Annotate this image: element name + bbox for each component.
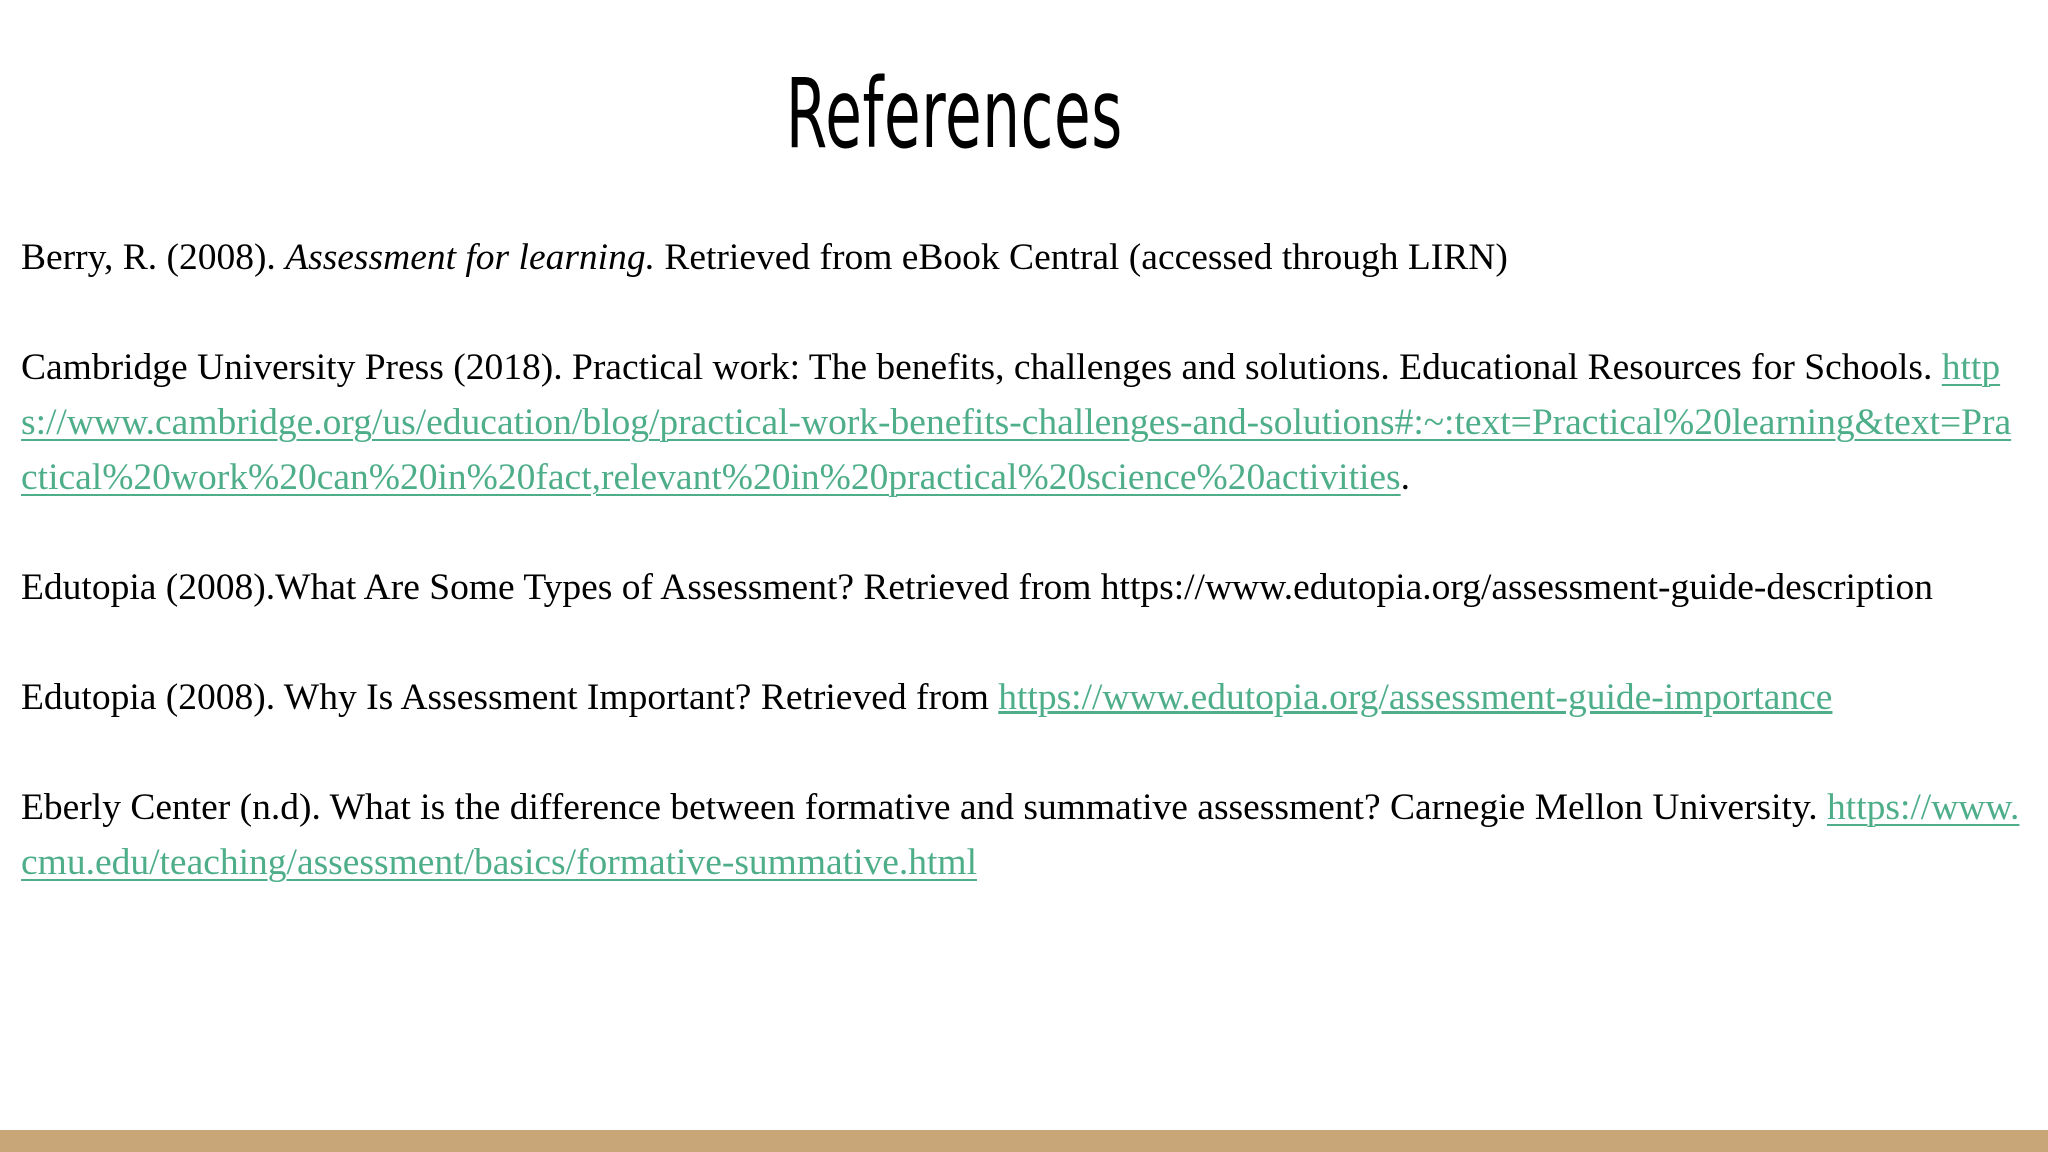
reference-text: Edutopia (2008). Why Is Assessment Important? Retrieved from: [21, 677, 999, 718]
reference-item-eberly: [21, 780, 2021, 890]
reference-text: Eberly Center (n.d). What is the difference between formative and summative assessment? Carnegie Mellon University.: [21, 787, 1828, 828]
reference-item-berry: [21, 230, 2021, 285]
footer-bar: [0, 1130, 2048, 1152]
reference-link-cambridge[interactable]: https://www.cambridge.org/us/education/blog/practical-work-benefits-challenges-and-solutions#:~:text=Practical%20learning&text=Practical%20work%20can%20in%20fact,relevant%20in%20practical%20science%20activities: [21, 347, 2012, 498]
reference-book-title: Assessment for learning.: [285, 237, 655, 278]
reference-text: .: [1400, 457, 1411, 498]
page-title: References: [785, 58, 1123, 170]
reference-item-cambridge: [21, 340, 2021, 505]
reference-text: Cambridge University Press (2018). Practical work: The benefits, challenges and solutions. Educational Resources for Schools.: [21, 347, 1942, 388]
reference-text: Berry, R. (2008).: [21, 237, 286, 278]
reference-list: [21, 230, 2021, 945]
reference-link-edutopia[interactable]: https://www.edutopia.org/assessment-guide-importance: [998, 677, 1833, 718]
reference-item-edutopia-importance: [21, 670, 2021, 725]
reference-text: Retrieved from eBook Central (accessed through LIRN): [654, 237, 1508, 278]
reference-item-edutopia-types: [21, 560, 2021, 615]
reference-link-cmu[interactable]: https://www.cmu.edu/teaching/assessment/basics/formative-summative.html: [21, 787, 2020, 883]
reference-text: Edutopia (2008).What Are Some Types of Assessment? Retrieved from https://www.edutopia.org/assessment-guide-description: [21, 567, 1933, 608]
